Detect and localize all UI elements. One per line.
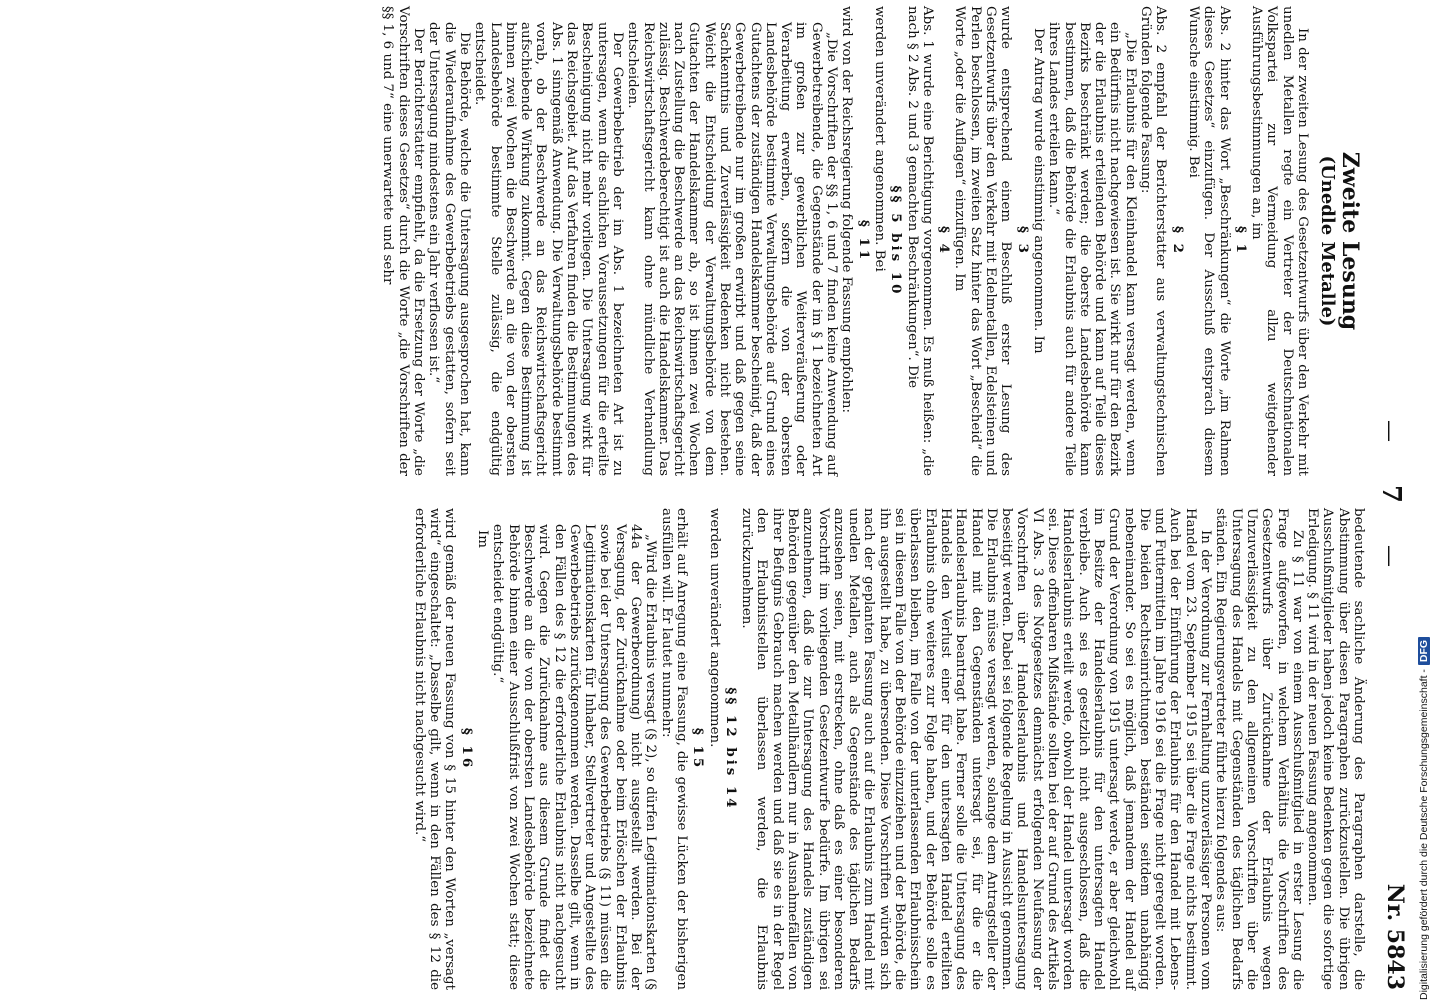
text-column-left [380,6,1366,476]
section-heading: §§ 5 bis 10 [888,185,905,297]
paragraph: Abs. 1 wurde eine Berichtigung vorgenommen. Es muß heißen: „die nach § 2 Abs. 2 und 3 gemachten Beschränkungen“. Die [904,6,935,476]
section-title: Zweite Lesung [1337,151,1363,331]
document-number: Nr. 5843 [1382,883,1408,990]
section-heading: § 1 [1232,226,1249,256]
paragraph: Der Gewerbebetrieb der im Abs. 1 bezeichneten Art ist zu untersagen, wenn die sachlichen Voraussetzungen für die erteilte Bescheinigung nicht mehr vorliegen. Die Untersagung wirkt für das Reichsgebiet. Auf das Verfahren finden die Bestimmungen des Abs. 1 sinngemäß Anwendung. Die Verwaltungsbehörde bestimmt vorab, ob der Beschwerde an das Reichswirtschaftsgericht aufschiebende Wirkung zukommt. Gegen diese Bestimmung ist binnen zwei Wochen die Beschwerde an die von der obersten Landesbehörde bestimmte Stelle zulässig, die endgültig entscheidet. [472,22,625,476]
paragraph: Abs. 2 hinter das Wort „Beschränkungen“ die Worte „im Rahmen dieses Gesetzes“ einzufügen. Der Ausschuß entsprach diesem Wunsche einstimmig. Bei [1185,6,1232,476]
paragraph: In der zweiten Lesung des Gesetzentwurfs über den Verkehr mit unedlen Metallen regte ein Vertreter der Deutschnationalen Volkspartei zur Vermeidung allzu weitgehender Ausführungsbestimmungen an, im [1249,6,1310,476]
section-heading: § 2 [1169,226,1186,256]
dfg-logo: DFG [1418,637,1430,665]
section-subtitle: (Unedle Metalle) [1317,155,1338,327]
paragraph: werden unverändert angenommen. [706,508,722,748]
section-heading: § 11 [855,219,872,263]
section-heading: § 3 [1014,226,1031,256]
paragraph: Der Berichterstatter empfiehlt, da die Ersetzung der Worte „die Vorschriften dieses Gesetzes“ durch die Worte „die Vorschriften der §§ 1, 6 und 7“ eine unerwartete und sehr [380,6,427,476]
paragraph: Abs. 2 empfahl der Berichterstatter aus verwaltungstechnischen Gründen folgende Fassung: [1138,6,1169,476]
page-header [1370,0,1410,1000]
paragraph: bedeutende sachliche Änderung des Paragraphen darstelle, die Abstimmung über diesen Paragraphen zurückzustellen. Die übrigen Ausschußmitglieder haben jedoch keine Bedenken gegen die sofortige Erledigung. § 11 wird in der neuen Fassung angenommen. [1305,508,1366,990]
header-dash-right: — [1377,545,1402,567]
paragraph: wird gemäß der neuen Fassung von § 15 hinter den Worten „versagt wird“ eingeschaltet: „Dasselbe gilt, wenn in den Fällen des § 12 die erforderliche Erlaubnis nicht nachgesucht wird.“ [411,508,458,990]
header-dash-left: — [1377,420,1402,442]
page-number: 7 [1376,485,1406,504]
section-heading: § 16 [458,727,475,771]
paragraph: wurde entsprechend einem Beschluß erster Lesung des Gesetzentwurfs über den Verkehr mit Edelmetallen, Edelsteinen und Perlen beschlossen, im zweiten Satz hinter das Wort „Bescheid“ die Worte „oder die Auflagen“ einzufügen. Im [952,6,1014,476]
paragraph: Zu § 11 war von einem Ausschußmitglied in erster Lesung die Frage aufgeworfen, in welchem Verhältnis die Vorschriften des Gesetzentwurfs über Zurücknahme der Erlaubnis wegen Unzuverlässigkeit zu den allgemeinen Vorschriften über die Untersagung des Handels mit Gegenständen des täglichen Bedarfs ständen. Ein Regierungsvertreter führte hierzu folgendes aus: [1213,508,1305,990]
paragraph: erhält auf Anregung eine Fassung, die gewisse Lücken der bisherigen ausfüllen will. Er lautet nunmehr: [658,508,689,990]
section-heading: § 4 [936,226,953,256]
paragraph: wird von der Reichsregierung folgende Fassung empfohlen: [839,6,855,414]
credit-text: Digitalisierung gefördert durch die Deutsche Forschungsgemeinschaft - [1418,669,1430,1000]
paragraph: „Wird die Erlaubnis versagt (§ 2), so dürfen Legitimationskarten (§ 44a der Gewerbeordnung) nicht ausgestellt werden. Bei der Versagung, der Zurücknahme oder beim Erlöschen der Erlaubnis sowie bei der Untersagung des Gewerbebetriebs (§ 11) müssen die Legitimationskarten für Inhaber, Stellvertreter und Angestellte des Gewerbebetriebs zurückgenommen werden. Dasselbe gilt, wenn in den Fällen des § 12 die erforderliche Erlaubnis nicht nachgesucht wird. Gegen die Zurücknahme aus diesem Grunde findet die Beschwerde an die von der obersten Landesbehörde bezeichnete Behörde binnen einer Ausschlußfrist von zwei Wochen statt; diese entscheidet endgültig.“ [490,524,659,990]
paragraph: werden unverändert angenommen. Bei [871,6,887,272]
paragraph: Im [475,530,491,548]
section-heading: § 15 [690,727,707,771]
section-heading: §§ 12 bis 14 [722,687,739,811]
paragraph: „Die Erlaubnis für den Kleinhandel kann versagt werden, wenn ein Bedürfnis nicht nachgewiesen ist. Sie wirkt nur für den Bezirk der die Erlaubnis erteilenden Behörde und kann auf Teile dieses Bezirks beschränkt werden; die oberste Landesbehörde kann bestimmen, daß die Behörde die Erlaubnis auch für andere Teile ihres Landes erteilen kann.“ [1046,22,1138,476]
dfg-credit [1418,637,1430,1000]
paragraph: In der Verordnung zur Fernhaltung unzuverlässiger Personen vom Handel vom 23. September 1915 sei über die Frage nichts bestimmt. Auch bei der Einführung der Erlaubnis für den Handel mit Lebens- und Futtermitteln im Jahre 1916 sei die Frage nicht geregelt worden. Die beiden Rechtseinrichtungen beständen seitdem unabhängig nebeneinander. So sei es möglich, daß jemandem der Handel auf Grund der Verordnung von 1915 untersagt werde, er aber gleichwohl im Besitze der Handelserlaubnis für den untersagten Handel verbleibe. Auch sei es gesetzlich nicht ausgeschlossen, daß die Handelserlaubnis erteilt werde, obwohl der Handel untersagt worden sei. Diese offenbaren Mißstände sollten bei der auf Grund des Artikels VI Abs. 3 des Notgesetzes demnächst erfolgenden Neufassung der Vorschriften über Handelserlaubnis und Handelsuntersagung beseitigt werden. Dabei sei folgende Regelung in Aussicht genommen. Die Erlaubnis müsse versagt werden, solange dem Antragsteller der Handel mit den Gegenständen untersagt sei, für die er die Handelserlaubnis beantragt habe. Ferner solle die Untersagung des Handels den Verlust einer für den untersagten Handel erteilten Erlaubnis ohne weiteres zur Folge haben, und der Behörde solle es überlassen bleiben, im Falle von der unterlassenden Erlaubnisschein sei in diesem Falle von der Behörde einzuziehen und der Behörde, die ihn ausgestellt habe, zu übersenden. Diese Vorschriften würden sich nach der geplanten Fassung auch auf die Erlaubnis zum Handel mit unedlen Metallen, auch als Gegenstände des täglichen Bedarfs anzusehen seien, mit erstrecken, ohne daß es einer besonderen Vorschrift im vorliegenden Gesetzentwurfe bedürfe. Im übrigen sei anzunehmen, daß die zur Untersagung des Handels zuständigen Behörden gegenüber den Metallhändlern nur in Ausnahmefällen von ihrer Befugnis Gebrauch machen werden und daß sie es in der Regel den Erlaubnisstellen überlassen werden, die Erlaubnis zurückzunehmen. [739,508,1214,990]
paragraph: „Die Vorschriften der §§ 1, 6 und 7 finden keine Anwendung auf Gewerbetreibende, die Gegenstände der im § 1 bezeichneten Art im großen zur gewerblichen Weiterveräußerung oder Verarbeitung erwerben, sofern die von der obersten Landesbehörde bestimmte Verwaltungsbehörde auf Grund eines Gutachtens der zuständigen Handelskammer bescheinigt, daß der Gewerbetreibende nur im großen erwirbt und daß gegen seine Sachkenntnis und Zuverlässigkeit Bedenken nicht bestehen. Weicht die Entscheidung der Verwaltungsbehörde von dem Gutachten der Handelskammer ab, so ist binnen zwei Wochen nach Zustellung die Beschwerde an das Reichswirtschaftsgericht zulässig. Beschwerdeberechtigt ist auch die Handelskammer. Das Reichswirtschaftsgericht kann ohne mündliche Verhandlung entscheiden. [625,22,840,476]
paragraph: Die Behörde, welche die Untersagung ausgesprochen hat, kann die Wiederaufnahme des Gewerbebetriebs gestatten, sofern seit der Untersagung mindestens ein Jahr verflossen ist.“ [426,22,472,476]
text-column-right [412,508,1366,990]
paragraph: Der Antrag wurde einstimmig angenommen. Im [1030,28,1046,354]
